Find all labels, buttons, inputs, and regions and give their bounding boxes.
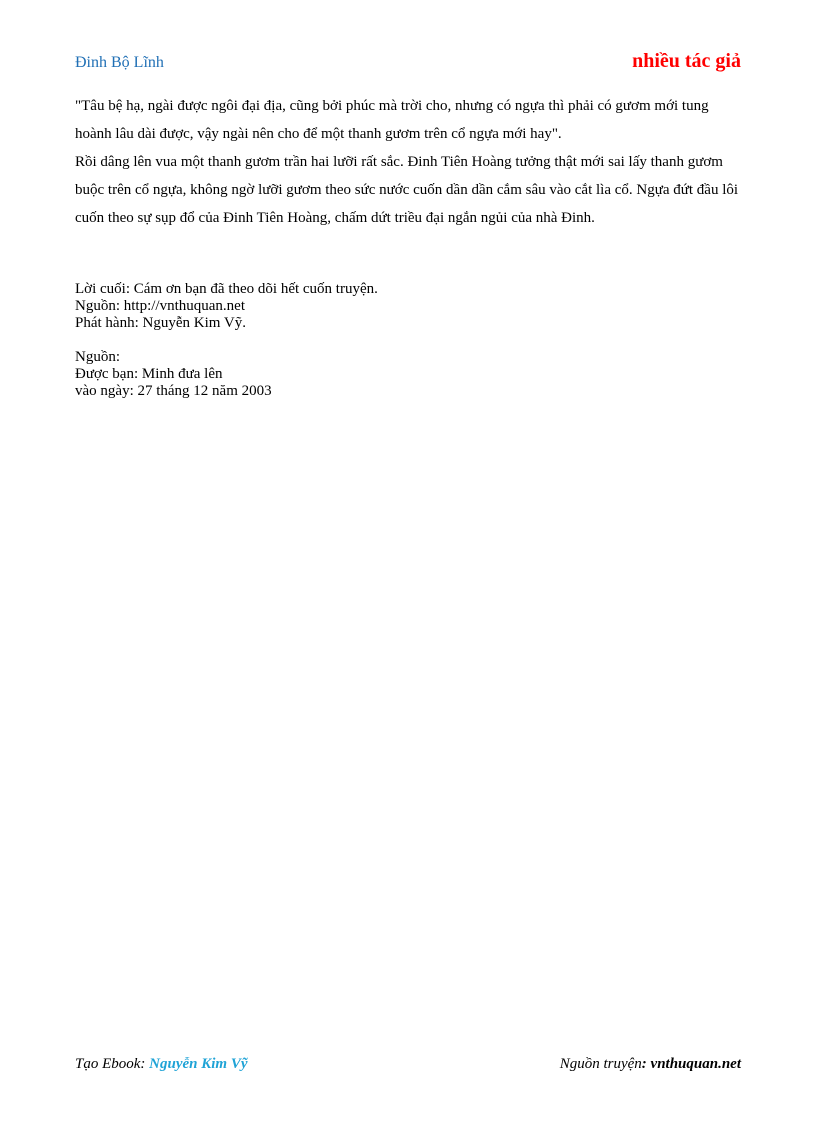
source-line: Nguồn: http://vnthuquan.net xyxy=(75,298,245,314)
closing-notes xyxy=(75,281,745,400)
story-text xyxy=(75,92,745,232)
last-words: Lời cuối: Cám ơn bạn đã theo dõi hết cuốn truyện. xyxy=(75,281,378,297)
ebook-label: Tạo Ebook xyxy=(75,1056,141,1072)
story-paragraph-1: "Tâu bệ hạ, ngài được ngôi đại địa, cũng bởi phúc mà trời cho, nhưng có ngựa thì phải có gươm mới tung hoành lâu dài được, vậy ngài nên cho để một thanh gươm trên cổ ngựa mới hay". xyxy=(75,98,709,142)
source-credit-label: Nguồn truyện xyxy=(559,1056,642,1072)
story-paragraph-2: Rồi dâng lên vua một thanh gươm trần hai lưỡi rất sắc. Đinh Tiên Hoàng tưởng thật mới sai lấy thanh gươm buộc trên cổ ngựa, không ngờ lưỡi gươm theo sức nước cuốn dần dần cắm sâu vào cắt lìa cổ. Ngựa đứt đầu lôi cuốn theo sự sụp đổ của Đinh Tiên Hoàng, chấm dứt triều đại ngắn ngủi của nhà Đinh. xyxy=(75,154,739,226)
source-credit xyxy=(560,1056,741,1073)
upload-date: vào ngày: 27 tháng 12 năm 2003 xyxy=(75,383,272,399)
book-title: Đinh Bộ Lĩnh xyxy=(75,54,164,71)
source-credit-separator: : xyxy=(641,1056,651,1072)
source-label: Nguồn: xyxy=(75,349,120,365)
publisher-line: Phát hành: Nguyễn Kim Vỹ. xyxy=(75,315,246,331)
ebook-separator: : xyxy=(140,1056,150,1072)
closing-spacer xyxy=(75,332,745,349)
ebook-credit xyxy=(75,1056,248,1073)
page-header xyxy=(75,50,741,76)
page-footer xyxy=(75,1056,741,1076)
uploaded-by: Được bạn: Minh đưa lên xyxy=(75,366,223,382)
book-author: nhiều tác giả xyxy=(632,50,741,72)
source-credit-site: vnthuquan.net xyxy=(650,1056,741,1072)
ebook-author: Nguyễn Kim Vỹ xyxy=(149,1056,248,1072)
